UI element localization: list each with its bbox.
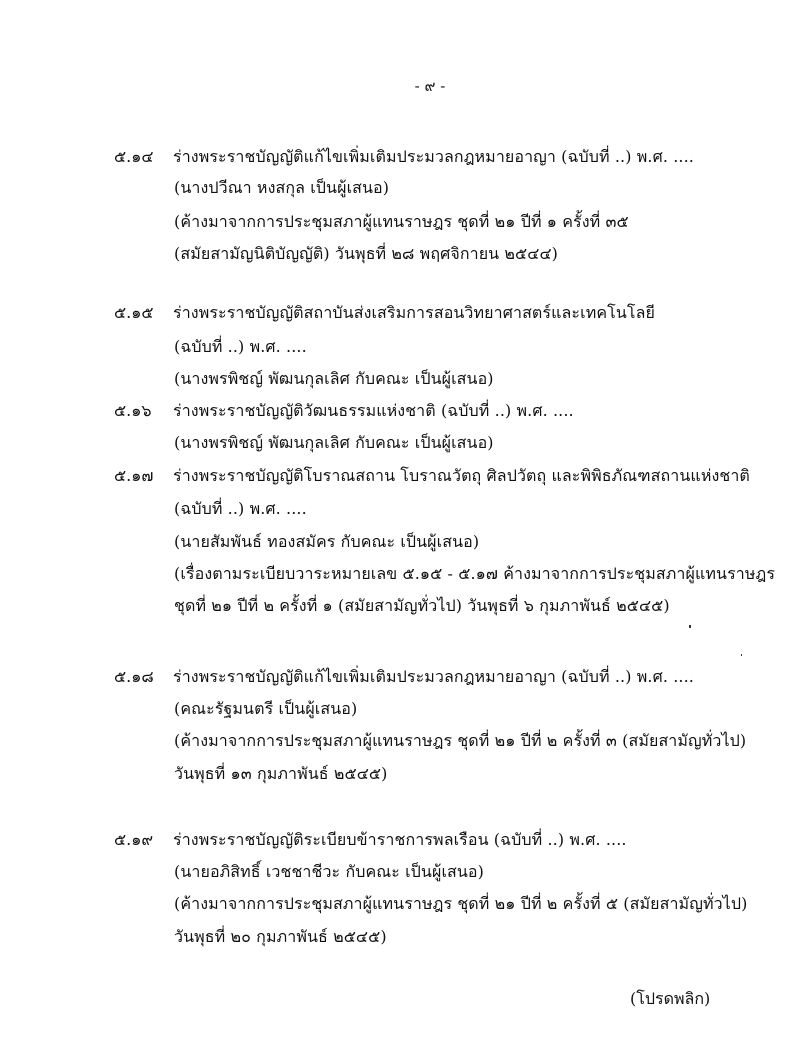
item-number: ๕.๑๘	[114, 667, 154, 686]
item-number: ๕.๑๗	[114, 466, 154, 485]
item-line: (ฉบับที่ ..) พ.ศ. ....	[174, 337, 307, 356]
item-line: (นางพรพิชญ์ พัฒนกุลเลิศ กับคณะ เป็นผู้เสนอ)	[174, 369, 494, 388]
item-number: ๕.๑๔	[114, 147, 154, 166]
item-line: (นางปวีณา หงสกุล เป็นผู้เสนอ)	[174, 178, 390, 197]
item-line: (นางพรพิชญ์ พัฒนกุลเลิศ กับคณะ เป็นผู้เสนอ)	[174, 433, 494, 452]
item-number: ๕.๑๕	[114, 303, 154, 322]
scan-speck	[689, 625, 691, 628]
item-line: (สมัยสามัญนิติบัญญัติ) วันพุธที่ ๒๘ พฤศจิกายน ๒๕๔๔)	[174, 244, 559, 263]
item-line: (ค้างมาจากการประชุมสภาผู้แทนราษฎร ชุดที่ ๒๑ ปีที่ ๒ ครั้งที่ ๓ (สมัยสามัญทั่วไป)	[174, 731, 747, 750]
item-title: ร่างพระราชบัญญัติแก้ไขเพิ่มเติมประมวลกฎหมายอาญา (ฉบับที่ ..) พ.ศ. ....	[173, 667, 694, 686]
please-turn-over-note: (โปรดพลิก)	[630, 989, 711, 1008]
page-number: - ๙ -	[414, 77, 446, 95]
item-title: ร่างพระราชบัญญัติโบราณสถาน โบราณวัตถุ ศิลปวัตถุ และพิพิธภัณฑสถานแห่งชาติ	[173, 466, 750, 485]
item-title: ร่างพระราชบัญญัติสถาบันส่งเสริมการสอนวิทยาศาสตร์และเทคโนโลยี	[173, 303, 655, 322]
item-line: วันพุธที่ ๒๐ กุมภาพันธ์ ๒๕๔๕)	[174, 927, 387, 946]
scan-speck	[741, 654, 742, 656]
item-line: (นายอภิสิทธิ์ เวชชาชีวะ กับคณะ เป็นผู้เสนอ)	[174, 862, 484, 881]
item-title: ร่างพระราชบัญญัติระเบียบข้าราชการพลเรือน (ฉบับที่ ..) พ.ศ. ....	[173, 830, 627, 849]
item-title: ร่างพระราชบัญญัติวัฒนธรรมแห่งชาติ (ฉบับที่ ..) พ.ศ. ....	[173, 401, 574, 420]
item-number: ๕.๑๙	[114, 830, 154, 849]
item-line: (ค้างมาจากการประชุมสภาผู้แทนราษฎร ชุดที่ ๒๑ ปีที่ ๒ ครั้งที่ ๕ (สมัยสามัญทั่วไป)	[174, 894, 748, 913]
item-title: ร่างพระราชบัญญัติแก้ไขเพิ่มเติมประมวลกฎหมายอาญา (ฉบับที่ ..) พ.ศ. ....	[173, 147, 694, 166]
item-line: (ค้างมาจากการประชุมสภาผู้แทนราษฎร ชุดที่ ๒๑ ปีที่ ๑ ครั้งที่ ๓๕	[174, 212, 629, 231]
item-number: ๕.๑๖	[114, 401, 152, 420]
item-line: ชุดที่ ๒๑ ปีที่ ๒ ครั้งที่ ๑ (สมัยสามัญทั่วไป) วันพุธที่ ๖ กุมภาพันธ์ ๒๕๔๕)	[174, 596, 670, 615]
item-line: (ฉบับที่ ..) พ.ศ. ....	[174, 499, 307, 518]
item-line: วันพุธที่ ๑๓ กุมภาพันธ์ ๒๕๔๕)	[174, 764, 388, 783]
item-line: (เรื่องตามระเบียบวาระหมายเลข ๕.๑๕ - ๕.๑๗ ค้างมาจากการประชุมสภาผู้แทนราษฎร	[174, 564, 776, 583]
item-line: (นายสัมพันธ์ ทองสมัคร กับคณะ เป็นผู้เสนอ)	[174, 532, 480, 551]
item-line: (คณะรัฐมนตรี เป็นผู้เสนอ)	[174, 699, 358, 718]
